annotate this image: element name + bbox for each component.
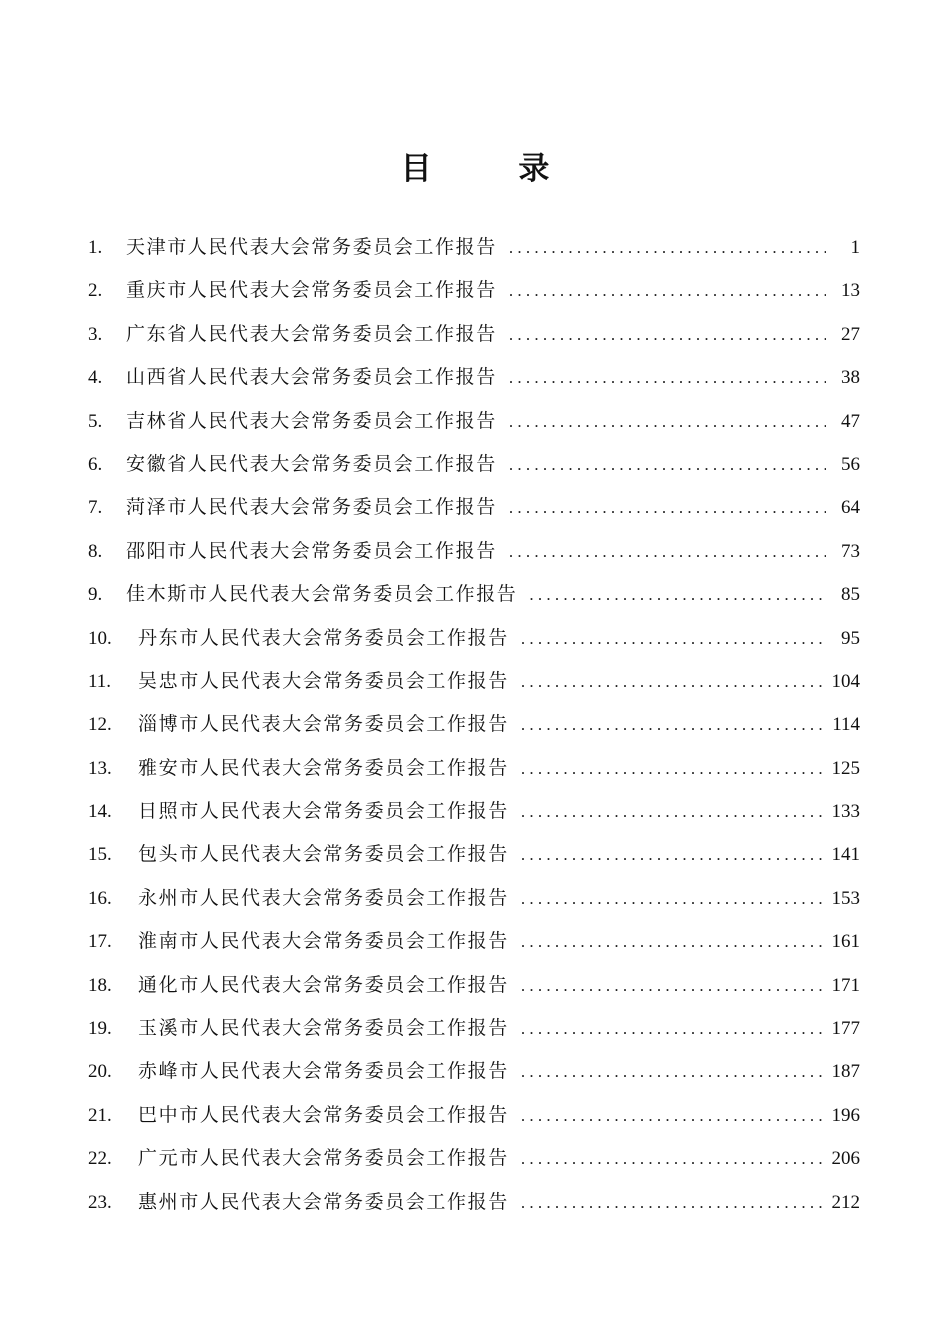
toc-entry-page-number: 64 — [841, 497, 860, 519]
toc-dot-leader — [521, 964, 826, 1007]
toc-entry-page-number: 196 — [831, 1104, 860, 1126]
toc-dot-leader — [529, 573, 826, 616]
toc-entry-title: 雅安市人民代表大会常务委员会工作报告 — [138, 756, 509, 779]
toc-entry-page-number: 161 — [831, 931, 860, 953]
toc-entry-page-number: 1 — [850, 237, 860, 258]
toc-entry-page-number: 212 — [831, 1191, 860, 1213]
toc-entry-title: 淮南市人民代表大会常务委员会工作报告 — [138, 930, 509, 953]
toc-entry-number: 11. — [88, 670, 112, 692]
toc-entry-title: 惠州市人民代表大会常务委员会工作报告 — [138, 1190, 509, 1213]
toc-entry-title: 吴忠市人民代表大会常务委员会工作报告 — [138, 669, 509, 692]
toc-entry[interactable] — [88, 400, 860, 443]
toc-entry-title: 重庆市人民代表大会常务委员会工作报告 — [126, 279, 497, 302]
toc-entry[interactable] — [88, 964, 860, 1007]
toc-entry[interactable] — [88, 356, 860, 399]
toc-dot-leader — [521, 703, 826, 746]
toc-entry[interactable] — [88, 617, 860, 660]
toc-dot-leader — [521, 1007, 826, 1050]
toc-entry-number: 9. — [88, 584, 103, 606]
toc-dot-leader — [509, 400, 826, 443]
toc-dot-leader — [521, 790, 826, 833]
toc-dot-leader — [509, 356, 826, 399]
toc-dot-leader — [509, 443, 826, 486]
toc-dot-leader — [521, 877, 826, 920]
table-of-contents — [88, 226, 860, 1224]
toc-entry[interactable] — [88, 1181, 860, 1224]
toc-entry-number: 4. — [88, 367, 103, 389]
toc-entry-title: 赤峰市人民代表大会常务委员会工作报告 — [138, 1060, 509, 1083]
toc-entry-title: 山西省人民代表大会常务委员会工作报告 — [126, 366, 497, 389]
toc-entry-number: 16. — [88, 887, 112, 909]
toc-entry-page-number: 114 — [832, 714, 860, 736]
toc-entry-number: 13. — [88, 757, 112, 779]
toc-entry-title: 天津市人民代表大会常务委员会工作报告 — [126, 236, 497, 258]
toc-entry[interactable] — [88, 703, 860, 746]
toc-entry[interactable] — [88, 1094, 860, 1137]
toc-entry[interactable] — [88, 877, 860, 920]
toc-entry-number: 20. — [88, 1061, 112, 1083]
toc-entry[interactable] — [88, 1007, 860, 1050]
toc-entry-title: 玉溪市人民代表大会常务委员会工作报告 — [138, 1017, 509, 1040]
toc-entry-number: 6. — [88, 453, 103, 475]
toc-entry-number: 12. — [88, 714, 112, 736]
toc-entry[interactable] — [88, 443, 860, 486]
toc-entry-page-number: 27 — [841, 323, 860, 345]
toc-entry-number: 3. — [88, 323, 103, 345]
toc-dot-leader — [521, 1050, 826, 1093]
toc-entry[interactable] — [88, 833, 860, 876]
toc-dot-leader — [521, 617, 826, 660]
toc-dot-leader — [509, 530, 826, 573]
toc-entry-number: 8. — [88, 540, 103, 562]
toc-entry-title: 丹东市人民代表大会常务委员会工作报告 — [138, 626, 509, 649]
toc-entry-title: 永州市人民代表大会常务委员会工作报告 — [138, 886, 509, 909]
toc-entry-number: 1. — [88, 237, 103, 258]
toc-dot-leader — [521, 833, 826, 876]
toc-entry[interactable] — [88, 790, 860, 833]
toc-entry-title: 包头市人民代表大会常务委员会工作报告 — [138, 843, 509, 866]
toc-entry-title: 邵阳市人民代表大会常务委员会工作报告 — [126, 539, 497, 562]
toc-entry-page-number: 47 — [841, 410, 860, 432]
toc-dot-leader — [521, 1094, 826, 1137]
toc-dot-leader — [509, 313, 826, 356]
toc-entry-number: 7. — [88, 497, 103, 519]
toc-entry-number: 17. — [88, 931, 112, 953]
toc-entry-page-number: 153 — [831, 887, 860, 909]
toc-entry-page-number: 141 — [831, 844, 860, 866]
toc-entry[interactable] — [88, 747, 860, 790]
toc-entry-page-number: 187 — [831, 1061, 860, 1083]
toc-entry-number: 18. — [88, 974, 112, 996]
toc-entry-number: 22. — [88, 1148, 112, 1170]
toc-dot-leader — [521, 1181, 826, 1224]
toc-entry-title: 广东省人民代表大会常务委员会工作报告 — [126, 322, 497, 345]
toc-entry-title: 安徽省人民代表大会常务委员会工作报告 — [126, 452, 497, 475]
toc-entry-number: 5. — [88, 410, 103, 432]
toc-entry-page-number: 85 — [841, 584, 860, 606]
toc-dot-leader — [521, 1137, 826, 1180]
toc-dot-leader — [521, 747, 826, 790]
toc-entry-title: 吉林省人民代表大会常务委员会工作报告 — [126, 409, 497, 432]
toc-entry-page-number: 206 — [831, 1148, 860, 1170]
toc-entry-title: 淄博市人民代表大会常务委员会工作报告 — [138, 713, 509, 736]
toc-entry-page-number: 171 — [831, 974, 860, 996]
toc-entry[interactable] — [88, 1050, 860, 1093]
toc-entry-page-number: 104 — [831, 670, 860, 692]
toc-entry[interactable] — [88, 226, 860, 269]
toc-entry-number: 10. — [88, 627, 112, 649]
toc-dot-leader — [509, 226, 826, 269]
toc-entry[interactable] — [88, 920, 860, 963]
toc-entry[interactable] — [88, 1137, 860, 1180]
toc-dot-leader — [521, 920, 826, 963]
toc-entry-number: 2. — [88, 280, 103, 302]
toc-entry[interactable] — [88, 573, 860, 616]
toc-entry-page-number: 177 — [831, 1018, 860, 1040]
toc-entry-title: 佳木斯市人民代表大会常务委员会工作报告 — [126, 583, 518, 606]
toc-dot-leader — [521, 660, 826, 703]
page-title: 目 录 — [400, 150, 588, 187]
toc-entry[interactable] — [88, 269, 860, 312]
toc-entry-number: 21. — [88, 1104, 112, 1126]
toc-entry-page-number: 125 — [831, 757, 860, 779]
toc-entry-title: 菏泽市人民代表大会常务委员会工作报告 — [126, 496, 497, 519]
toc-entry-title: 日照市人民代表大会常务委员会工作报告 — [138, 800, 509, 823]
toc-entry-number: 23. — [88, 1191, 112, 1213]
toc-dot-leader — [509, 486, 826, 529]
toc-entry-title: 巴中市人民代表大会常务委员会工作报告 — [138, 1103, 509, 1126]
toc-entry-page-number: 95 — [841, 627, 860, 649]
toc-entry-number: 19. — [88, 1018, 112, 1040]
toc-entry[interactable] — [88, 313, 860, 356]
toc-entry[interactable] — [88, 530, 860, 573]
toc-entry-number: 14. — [88, 801, 112, 823]
toc-entry-title: 通化市人民代表大会常务委员会工作报告 — [138, 973, 509, 996]
toc-dot-leader — [509, 269, 826, 312]
toc-entry-page-number: 133 — [831, 801, 860, 823]
toc-entry-page-number: 56 — [841, 453, 860, 475]
toc-entry-number: 15. — [88, 844, 112, 866]
toc-entry-page-number: 38 — [841, 367, 860, 389]
toc-entry[interactable] — [88, 660, 860, 703]
toc-entry-title: 广元市人民代表大会常务委员会工作报告 — [138, 1147, 509, 1170]
toc-entry-page-number: 73 — [841, 540, 860, 562]
toc-entry[interactable] — [88, 486, 860, 529]
toc-entry-page-number: 13 — [841, 280, 860, 302]
